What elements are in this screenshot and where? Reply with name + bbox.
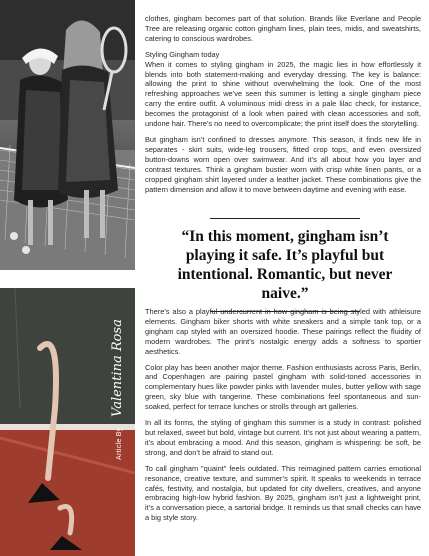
photo-tennis-portrait	[0, 0, 135, 270]
paragraph: There’s also a playful undercurrent in how gingham is being styled with athleisure elements. Gingham biker shorts with white sneakers and a simple tank top, or a gingham cap styled with an oversized hoodie. These pairings reflect the fluidity of modern wardrobes. The print’s nostalgic energy adds a softness to sportier aesthetics.	[145, 307, 421, 356]
pull-quote: “In this moment, gingham isn’t playing it safe. It’s playful but intentional. Romantic, but never naive.”	[177, 228, 393, 302]
paragraph: To call gingham "quaint" feels outdated. This reimagined pattern carries emotional resonance, creative texture, and summer’s spirit. It speaks to weekends in terrace cafés, festivity, and nostalgia, but updated for city dwellers, creatives, and anyone embracing high-low hybrid fashion. By 2025, gingham isn’t just a lightweight print, it’s a conversation piece, a sartorial bridge. It reminds us that small checks can have a big style story.	[145, 463, 421, 523]
paragraph: clothes, gingham becomes part of that solution. Brands like Everlane and People Tree are releasing organic cotton gingham lines, plain tees, midis, and sweatshirts, catering to conscious wardrobes.	[145, 14, 421, 43]
paragraph: In all its forms, the styling of gingham this summer is a study in contrast: polished but relaxed, sweet but bold, vintage but current. It’s not just about wearing a pattern, it’s about embracing a mood. And this season, gingham is whispering: be soft, be strong, and don’t be afraid to stand out.	[145, 418, 421, 457]
paragraph: But gingham isn’t confined to dresses anymore. This season, it finds new life in separates - skirt suits, wide-leg trousers, fitted crop tops, and even oversized button-downs worn open over swimwear. And it’s all about how you layer and contrast textures. Think a gingham bustier worn with crisp white linen pants, or a cropped gingham shirt layered under a leather jacket. These combinations give the pattern dimension and allow it to move between daytime and evening with ease.	[145, 134, 421, 194]
byline-author-signature: Valentina Rosa	[110, 319, 125, 417]
paragraph: Color play has been another major theme. Fashion enthusiasts across Paris, Berlin, and Copenhagen are pairing pastel gingham with solid-toned accessories in complementary hues like powder pinks with lavender mules, butter yellow with sage green, sky blue with tangerine. These combinations feel spontaneous and sun-soaked, perfect for terrace lunches or strolls through art galleries.	[145, 362, 421, 412]
article-body-top	[145, 14, 421, 200]
article-body-bottom	[145, 307, 421, 529]
byline-prefix: Article By	[116, 427, 123, 460]
section-heading: Styling Gingham today	[145, 49, 220, 59]
paragraph: When it comes to styling gingham in 2025, the magic lies in how effortlessly it blends into both statement-making and everyday dressing. The key is balance: allowing the print to shine without overwhelming the look. One of the most refreshing approaches we’ve seen this summer is letting a single gingham piece carry the entire outfit. A voluminous midi dress in a pale lilac check, for instance, becomes the protagonist of a look when paired with clean accessories and soft, undone hair. There’s no need to overcomplicate; the print itself does the storytelling.	[145, 59, 421, 129]
photo-tennis-illustration	[0, 0, 135, 270]
pull-quote-block	[160, 218, 410, 312]
quote-rule-top	[210, 218, 360, 219]
article-byline	[108, 319, 126, 460]
